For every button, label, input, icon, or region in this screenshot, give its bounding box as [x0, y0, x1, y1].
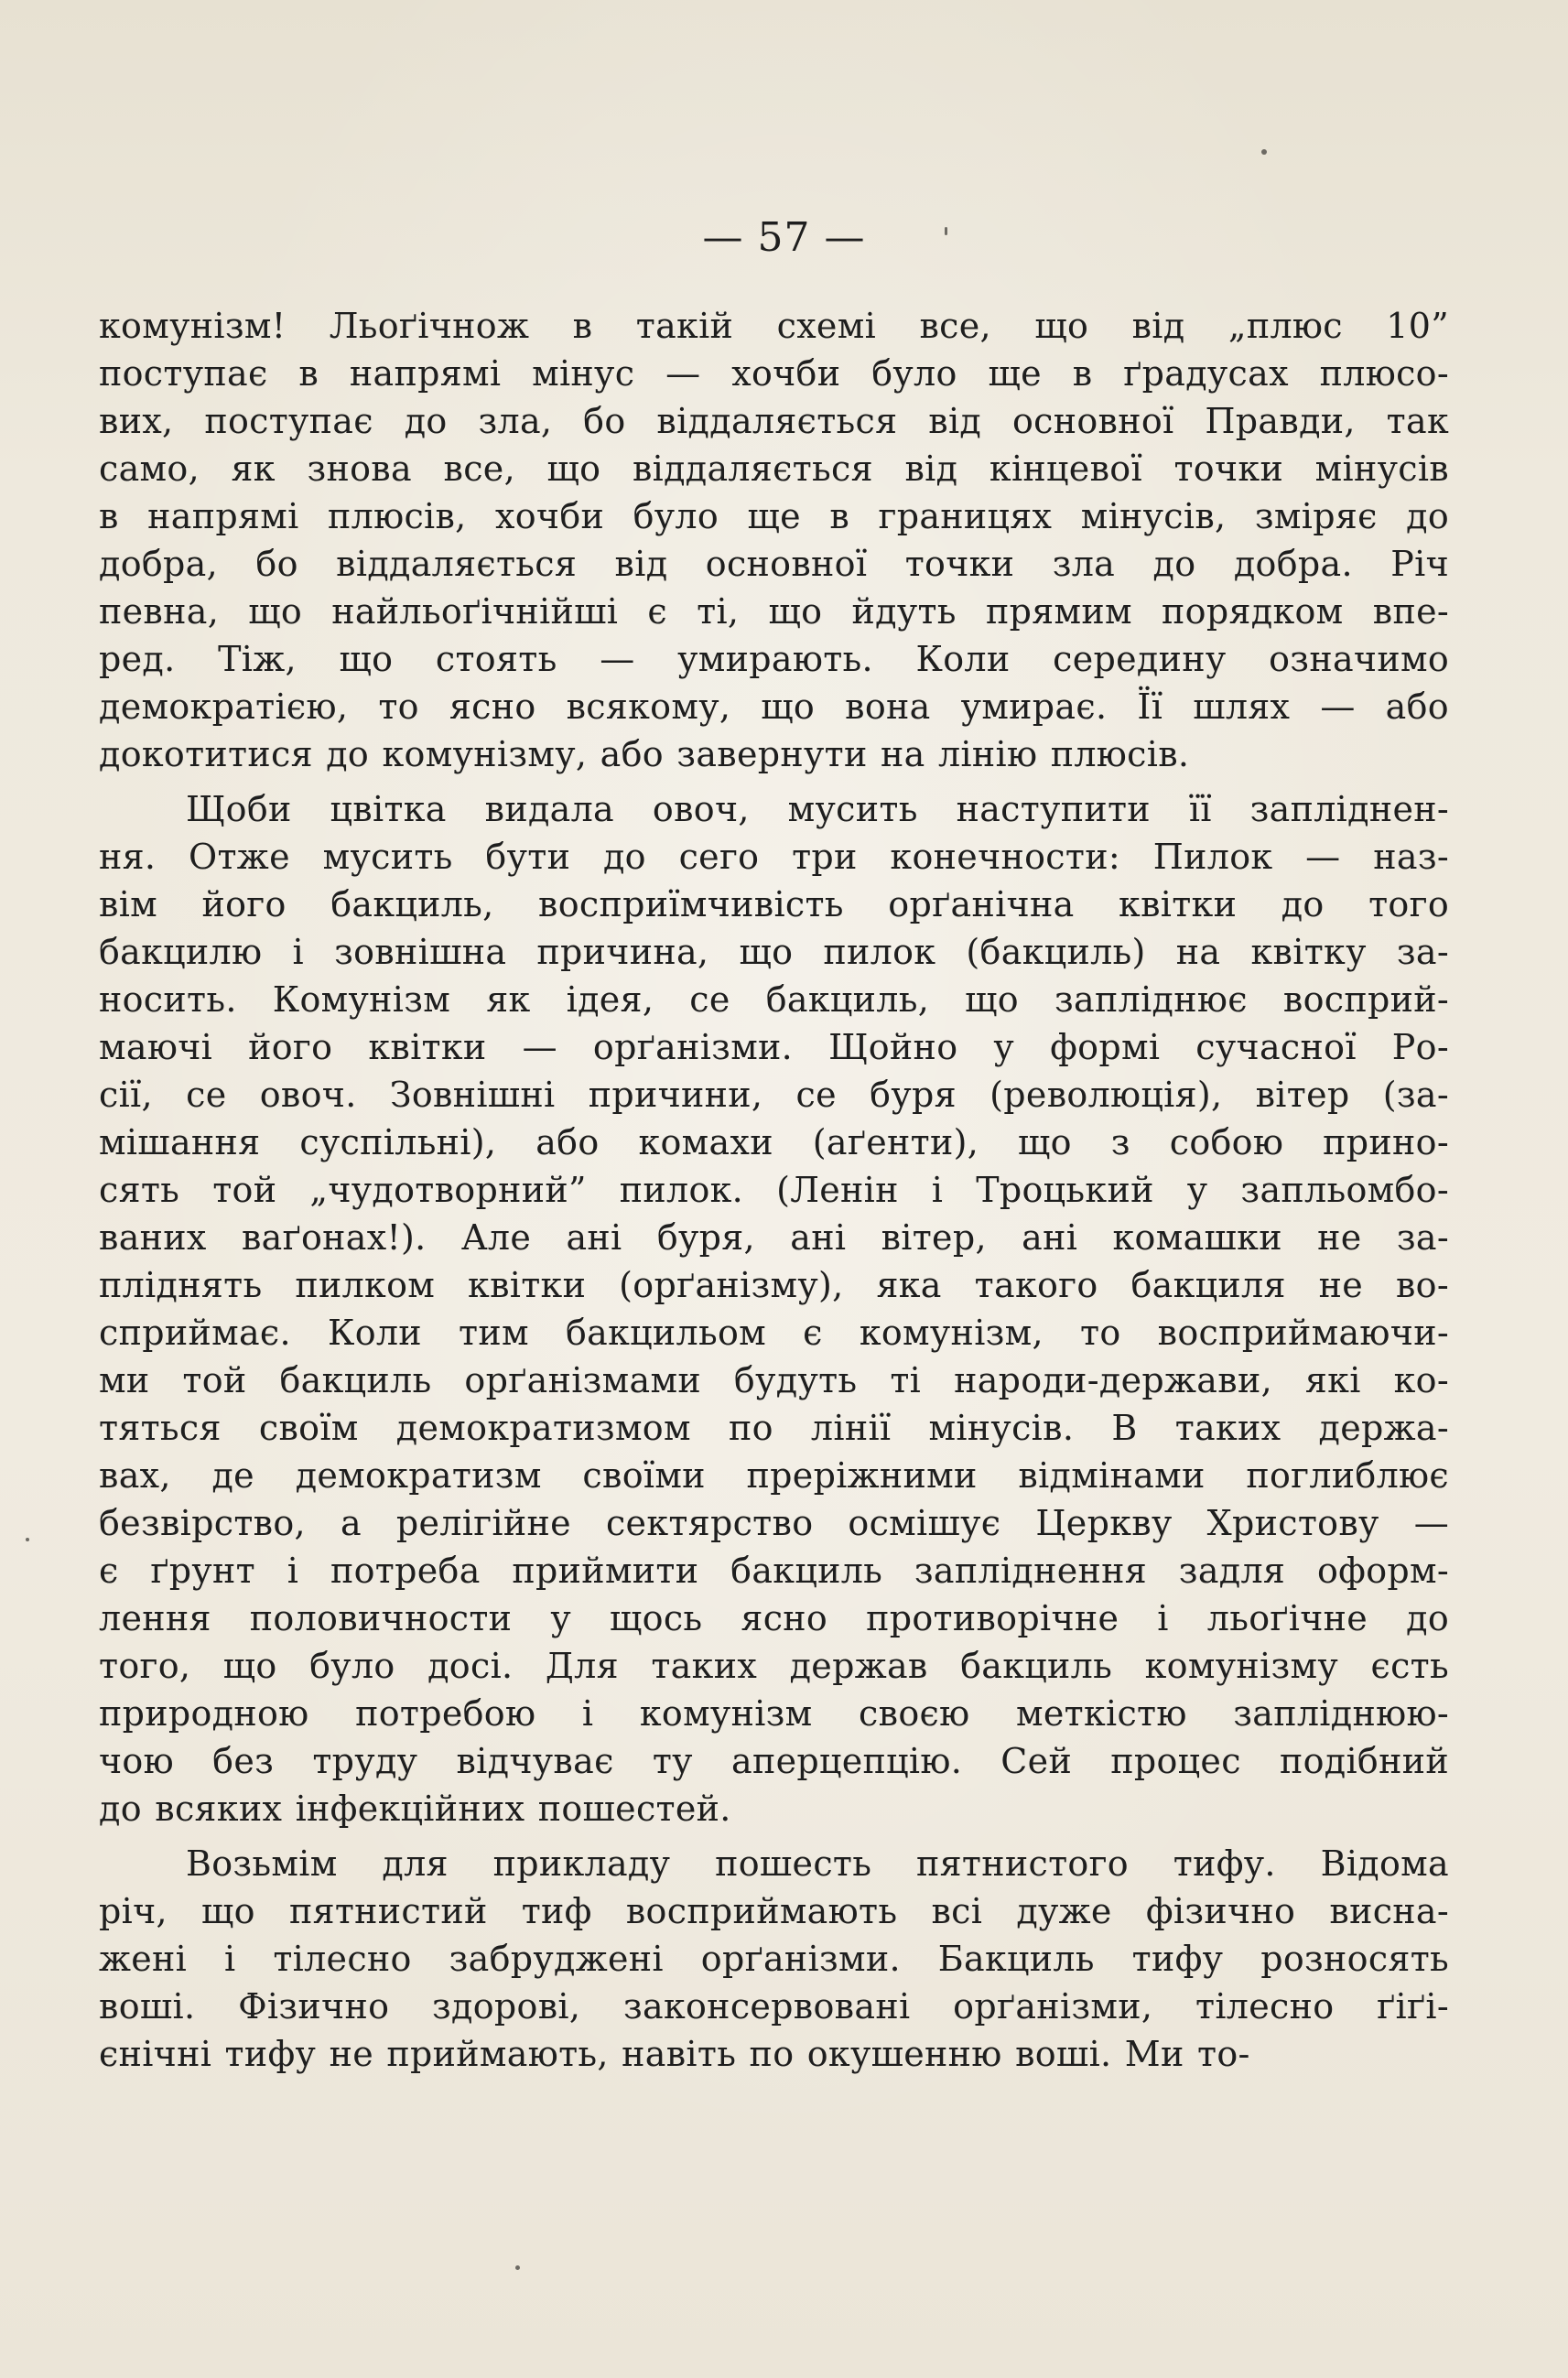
- paragraph: [99, 1840, 1449, 2078]
- text-line: мішання суспільні), або комахи (аґенти), що з собою прино-: [99, 1122, 1449, 1162]
- text-line: є ґрунт і потреба приймити бакциль запліднення задля оформ-: [99, 1551, 1449, 1591]
- text-line: жені і тілесно забруджені орґанізми. Бакциль тифу розносять: [99, 1939, 1449, 1979]
- text-line: комунізм! Льоґічнож в такій схемі все, що від „плюс 10”: [99, 306, 1449, 346]
- text-line: само, як знова все, що віддаляється від кінцевої точки мінусів: [99, 449, 1449, 489]
- text-line: сії, се овоч. Зовнішні причини, се буря (революція), вітер (за-: [99, 1075, 1449, 1115]
- text-line: Щоби цвітка видала овоч, мусить наступити її запліднен-: [186, 789, 1449, 829]
- text-line: ня. Отже мусить бути до сего три конечности: Пилок — наз-: [99, 837, 1449, 877]
- text-line: поступає в напрямі мінус — хочби було ще в ґрадусах плюсо-: [99, 353, 1449, 394]
- text-line: того, що було досі. Для таких держав бакциль комунізму єсть: [99, 1646, 1449, 1686]
- text-line: ред. Тіж, що стоять — умирають. Коли середину означимо: [99, 639, 1449, 679]
- text-line: вім його бакциль, восприїмчивість орґанічна квітки до того: [99, 884, 1449, 924]
- text-line: ми той бакциль орґанізмами будуть ті народи-держави, які ко-: [99, 1360, 1449, 1400]
- text-line: лення половичности у щось ясно противорічне і льоґічне до: [99, 1598, 1449, 1638]
- text-line: чою без труду відчуває ту аперцепцію. Сей процес подібний: [99, 1741, 1449, 1781]
- text-line: бакцилю і зовнішна причина, що пилок (бакциль) на квітку за-: [99, 932, 1449, 972]
- text-line: сять той „чудотворний” пилок. (Ленін і Троцький у запльомбо-: [99, 1170, 1449, 1210]
- text-line: добра, бо віддаляється від основної точки зла до добра. Річ: [99, 544, 1449, 584]
- text-line: вих, поступає до зла, бо віддаляється від основної Правди, так: [99, 401, 1449, 441]
- paragraph: [99, 302, 1449, 778]
- text-line: сприймає. Коли тим бакцильом є комунізм, то восприймаючи-: [99, 1313, 1449, 1353]
- text-line: маючі його квітки — орґанізми. Щойно у формі сучасної Ро-: [99, 1027, 1449, 1067]
- text-line: носить. Комунізм як ідея, се бакциль, що запліднює восприй-: [99, 979, 1449, 1020]
- text-line: тяться своїм демократизмом по лінії мінусів. В таких держа-: [99, 1408, 1449, 1448]
- text-line: докотитися до комунізму, або завернути на лінію плюсів.: [99, 734, 1190, 774]
- paper-speck: [1261, 149, 1267, 155]
- text-line: демократією, то ясно всякому, що вона умирає. Її шлях — або: [99, 686, 1449, 727]
- text-line: природною потребою і комунізм своєю меткістю запліднюю-: [99, 1693, 1449, 1734]
- text-line: певна, що найльоґічнійші є ті, що йдуть прямим порядком впе-: [99, 591, 1449, 632]
- text-line: до всяких інфекційних пошестей.: [99, 1789, 731, 1829]
- paper-speck: [26, 1538, 29, 1541]
- text-line: Возьмім для прикладу пошесть пятнистого тифу. Відома: [186, 1843, 1449, 1884]
- text-line: безвірство, а релігійне сектярство осмішує Церкву Христову —: [99, 1503, 1449, 1543]
- text-line: ваних ваґонах!). Але ані буря, ані вітер, ані комашки не за-: [99, 1217, 1449, 1258]
- text-line: пліднять пилком квітки (орґанізму), яка такого бакциля не во-: [99, 1265, 1449, 1305]
- body-text: [99, 302, 1449, 2085]
- text-line: в напрямі плюсів, хочби було ще в границях мінусів, зміряє до: [99, 496, 1449, 536]
- paper-speck: [515, 2265, 520, 2270]
- page-number: — 57 —: [702, 214, 866, 261]
- text-line: єнічні тифу не приймають, навіть по окушенню воші. Ми то-: [99, 2034, 1250, 2074]
- paragraph: [99, 785, 1449, 1832]
- text-line: річ, що пятнистий тиф восприймають всі дуже фізично висна-: [99, 1891, 1449, 1931]
- text-line: вах, де демократизм своїми преріжними відмінами поглиблює: [99, 1455, 1449, 1496]
- text-line: воші. Фізично здорові, законсервовані орґанізми, тілесно ґіґі-: [99, 1986, 1449, 2027]
